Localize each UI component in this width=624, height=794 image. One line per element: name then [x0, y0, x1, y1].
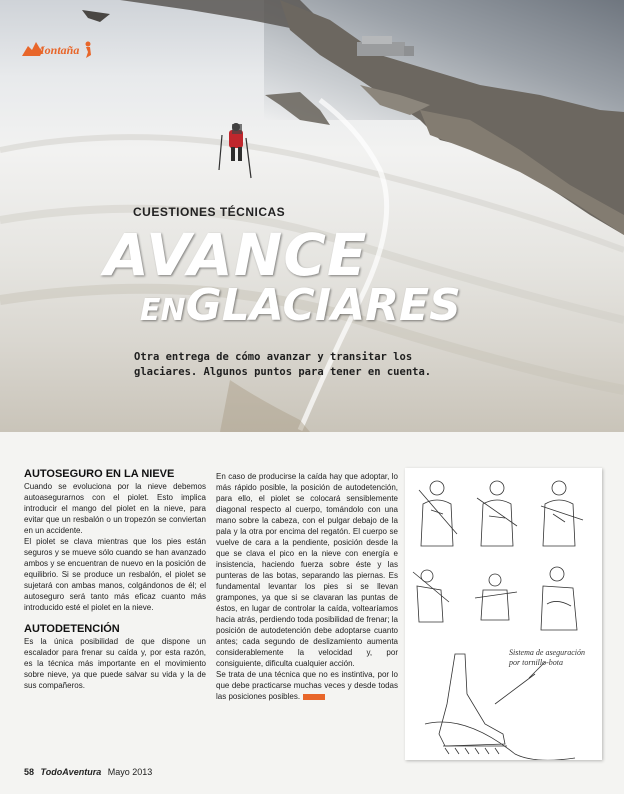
closing-text: Se trata de una técnica que no es instintiva, por lo que debe practicarse muchas veces y desde todas las posiciones posibles.: [216, 670, 398, 701]
page-footer: [24, 767, 152, 777]
heading-autodetencion: AUTODETENCIÓN: [24, 623, 120, 635]
paragraph-closing: [216, 669, 398, 702]
headline-line-1: AVANCE: [104, 221, 368, 289]
self-arrest-sketches: [405, 468, 602, 760]
kicker-label: CUESTIONES TÉCNICAS: [133, 205, 286, 219]
headline-line-2: [140, 280, 461, 331]
page-number: 58: [24, 767, 35, 777]
article-subtitle: Otra entrega de cómo avanzar y transitar los glaciares. Algunos puntos para tener en cuenta.: [134, 351, 432, 378]
end-mark: [303, 694, 325, 700]
magazine-name: TodoAventura: [40, 767, 102, 777]
technique-illustration: [405, 468, 602, 760]
headline-glaciares: GLACIARES: [185, 280, 461, 331]
paragraph: Es la única posibilidad de que dispone un escalador para frenar su caída y, por esta razón, es la técnica más importante en el movimiento sobre nieve, ya que puede salvar su vida y la de sus compañeros.: [24, 637, 206, 690]
issue-date: Mayo 2013: [107, 767, 153, 777]
headline-en: EN: [140, 293, 186, 328]
paragraph: El piolet se clava mientras que los pies están seguros y se mueve sólo cuando se han avanzado ambos y se encuentran de nuevo en la posición de equilibrio. Si se produce un resbalón, el piolet se sujetará con ambas manos, colgándonos de él; el autoseguro será tanto más eficaz cuanto más introducido esté el piolet en la nieve.: [24, 537, 206, 612]
paragraph: Cuando se evoluciona por la nieve debemos autoasegurarnos con el piolet. Esto implica introducir el mango del piolet en la nieve, para evitar que un resbalón o un tropezón se conviertan en un accidente.: [24, 482, 206, 535]
section-tag-logo: [20, 36, 94, 62]
article-column-2: [216, 471, 398, 702]
heading-autoseguro: AUTOSEGURO EN LA NIEVE: [24, 468, 175, 480]
figure-caption: Sistema de aseguración por tornillo-bota: [509, 648, 585, 667]
climber-figure: [219, 123, 251, 178]
article-column-1: [24, 468, 206, 691]
svg-text:Montaña: Montaña: [34, 43, 80, 57]
paragraph: En caso de producirse la caída hay que adoptar, lo más rápido posible, la posición de autodetención, para ello, el piolet se colocará sensiblemente diagonal respecto al cuerpo, tomándolo con una mano sobre la cabeza, con el pulgar debajo de la pala y la otra por encima del regatón. El cuerpo se vuelve de cara a la pendiente, posición desde la que se clava el pico en la nieve con energía e insistencia, haciendo fuerza sobre éste y las punteras de las botas, separando las piernas. Es fundamental levantar los pies si se llevan grampones, ya que si se clavaran las puntas de éstos, en lugar de controlar la caída, voltearíamos hacia atrás, perdiendo toda posibilidad de frenar; la posición de autodetención debe adoptarse cuanto antes; cada segundo de deslizamiento aumenta considerablemente la velocidad y, por consiguiente, dificulta cualquier acción.: [216, 472, 398, 668]
